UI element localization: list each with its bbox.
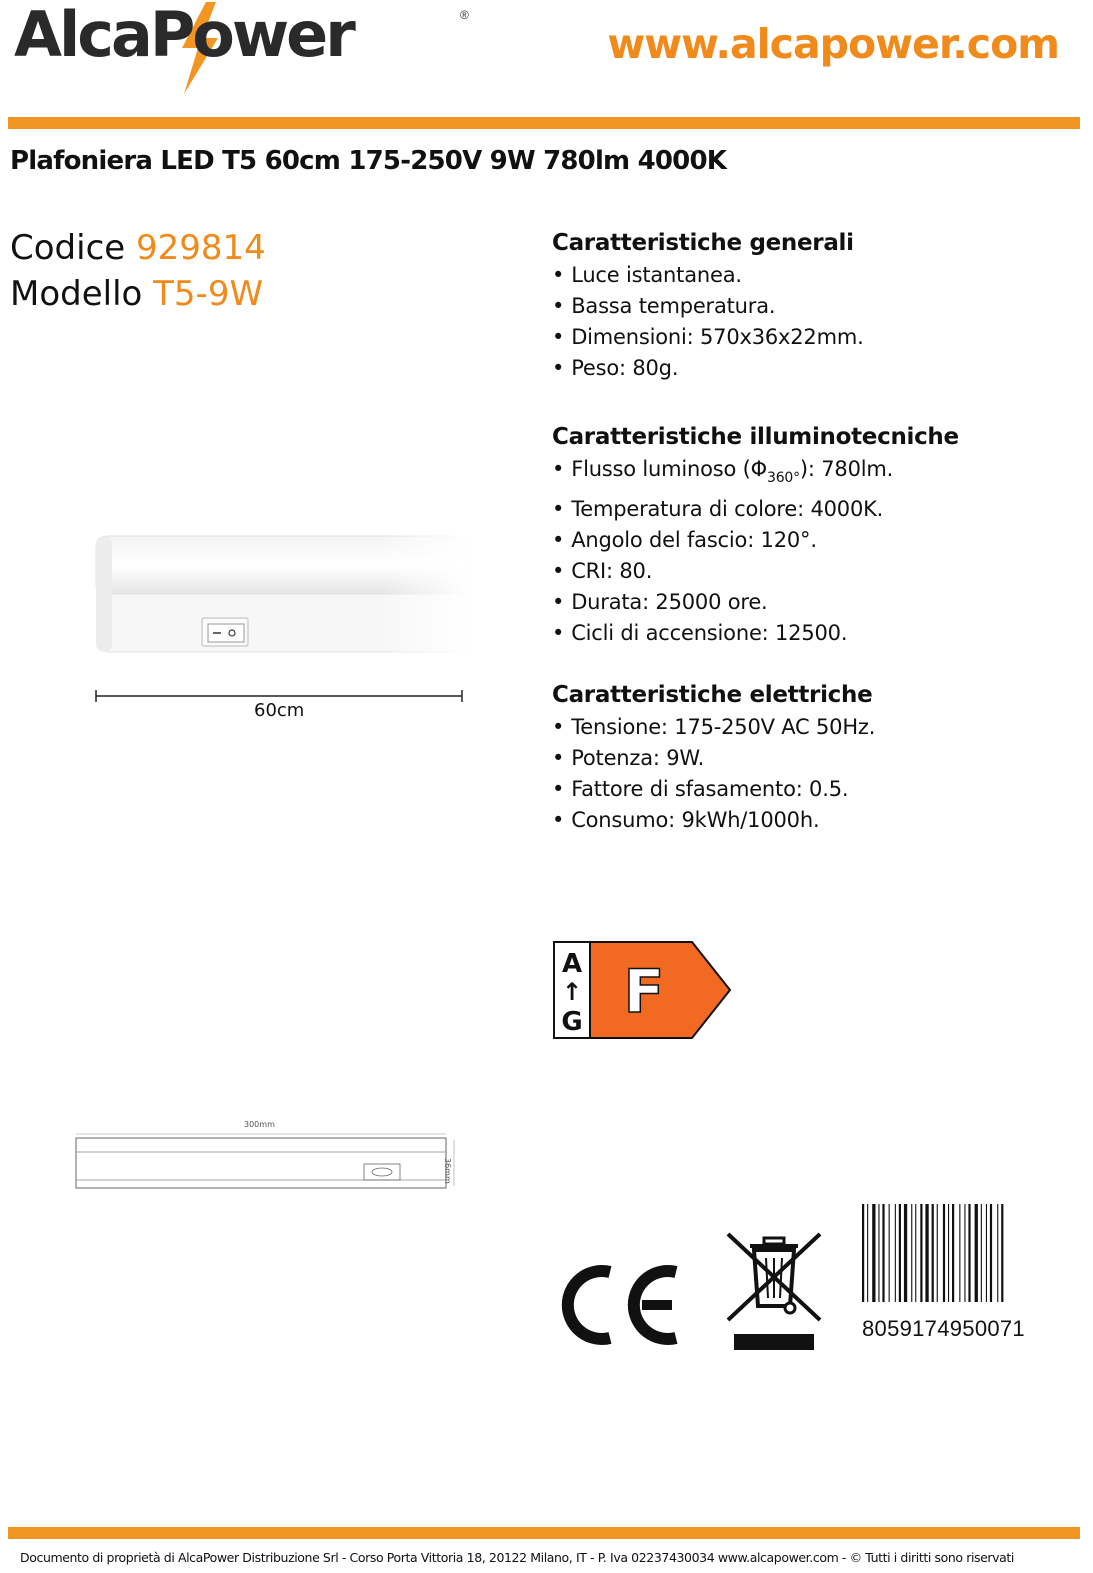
barcode	[860, 1204, 1032, 1304]
energy-scale-top: A	[561, 949, 583, 979]
energy-scale-arrow: ↑	[561, 978, 583, 1006]
spec-item: • Bassa temperatura.	[552, 291, 864, 322]
product-code-line	[10, 228, 266, 268]
spec-item: • Luce istantanea.	[552, 260, 864, 291]
code-label: Codice	[10, 228, 126, 268]
header-orange-bar	[8, 117, 1080, 129]
barcode-bar	[964, 1204, 965, 1302]
barcode-bar	[878, 1204, 879, 1302]
code-value: 929814	[136, 228, 266, 268]
barcode-bar	[948, 1204, 949, 1302]
specs-general	[552, 230, 864, 384]
spec-item: • Durata: 25000 ore.	[552, 587, 959, 618]
barcode-bar	[952, 1204, 954, 1302]
spec-item: • Dimensioni: 570x36x22mm.	[552, 322, 864, 353]
specs-lighting-heading: Caratteristiche illuminotecniche	[552, 424, 959, 450]
barcode-bar	[915, 1204, 916, 1302]
barcode-bar	[872, 1204, 875, 1302]
flux-subscript: 360°	[767, 470, 800, 486]
barcode-bar	[937, 1204, 938, 1302]
spec-item: • Consumo: 9kWh/1000h.	[552, 805, 875, 836]
barcode-bar	[904, 1204, 907, 1302]
footer-orange-bar	[8, 1527, 1080, 1539]
barcode-bar	[986, 1204, 987, 1302]
logo-registered-mark: ®	[460, 8, 469, 22]
footer-text: Documento di proprietà di AlcaPower Distribuzione Srl - Corso Porta Vittoria 18, 20122 Milano, IT - P. Iva 02237430034 www.alcapower.com - © Tutti i diritti sono riservati	[20, 1550, 1014, 1565]
spec-item: • Potenza: 9W.	[552, 743, 875, 774]
barcode-bar	[867, 1204, 868, 1302]
spec-item-flux	[552, 454, 959, 494]
header-website[interactable]: www.alcapower.com	[607, 20, 1059, 68]
barcode-bar	[997, 1204, 998, 1302]
specs-general-heading: Caratteristiche generali	[552, 230, 854, 256]
product-photo	[90, 528, 470, 658]
barcode-bar	[889, 1204, 890, 1302]
energy-class-letter: F	[623, 957, 665, 1027]
barcode-bar	[899, 1204, 901, 1302]
specs-electrical-heading: Caratteristiche elettriche	[552, 682, 873, 708]
barcode-bar	[975, 1204, 978, 1302]
weee-crossed-bin-icon	[724, 1230, 824, 1354]
logo	[0, 0, 480, 100]
drawing-height-label: 36mm	[443, 1158, 452, 1184]
model-value: T5-9W	[153, 274, 264, 314]
spec-item: • Cicli di accensione: 12500.	[552, 618, 959, 649]
spec-item: • Tensione: 175-250V AC 50Hz.	[552, 712, 875, 743]
barcode-bar	[882, 1204, 884, 1302]
barcode-bar	[981, 1204, 982, 1302]
ce-mark-icon	[560, 1262, 684, 1348]
spec-item: • Angolo del fascio: 120°.	[552, 525, 959, 556]
spec-item: • Temperatura di colore: 4000K.	[552, 494, 959, 525]
spec-item: • Fattore di sfasamento: 0.5.	[552, 774, 875, 805]
barcode-number: 8059174950071	[862, 1316, 1025, 1341]
energy-scale-bottom: G	[561, 1007, 583, 1037]
barcode-bar	[862, 1204, 864, 1302]
barcode-bar	[968, 1204, 970, 1302]
product-title: Plafoniera LED T5 60cm 175-250V 9W 780lm 4000K	[10, 146, 727, 176]
drawing-width-label: 300mm	[244, 1120, 275, 1129]
specs-lighting	[552, 424, 959, 649]
barcode-bar	[959, 1204, 960, 1302]
barcode-bar	[920, 1204, 922, 1302]
barcode-bar	[932, 1204, 934, 1302]
barcode-bar	[1001, 1204, 1003, 1302]
barcode-bar	[925, 1204, 928, 1302]
barcode-bar	[943, 1204, 945, 1302]
technical-drawing	[74, 1130, 474, 1192]
spec-item: • CRI: 80.	[552, 556, 959, 587]
flux-prefix: Flusso luminoso (Φ	[571, 457, 767, 481]
barcode-bar	[911, 1204, 912, 1302]
length-label: 60cm	[254, 700, 305, 721]
specs-electrical	[552, 682, 875, 836]
flux-suffix: ): 780lm.	[799, 457, 894, 481]
barcode-bar	[990, 1204, 992, 1302]
product-model-line	[10, 274, 263, 314]
energy-class-label	[552, 940, 734, 1042]
spec-item: • Peso: 80g.	[552, 353, 864, 384]
barcode-bar	[895, 1204, 896, 1302]
logo-text: AlcaPower	[14, 0, 353, 71]
model-label: Modello	[10, 274, 143, 314]
